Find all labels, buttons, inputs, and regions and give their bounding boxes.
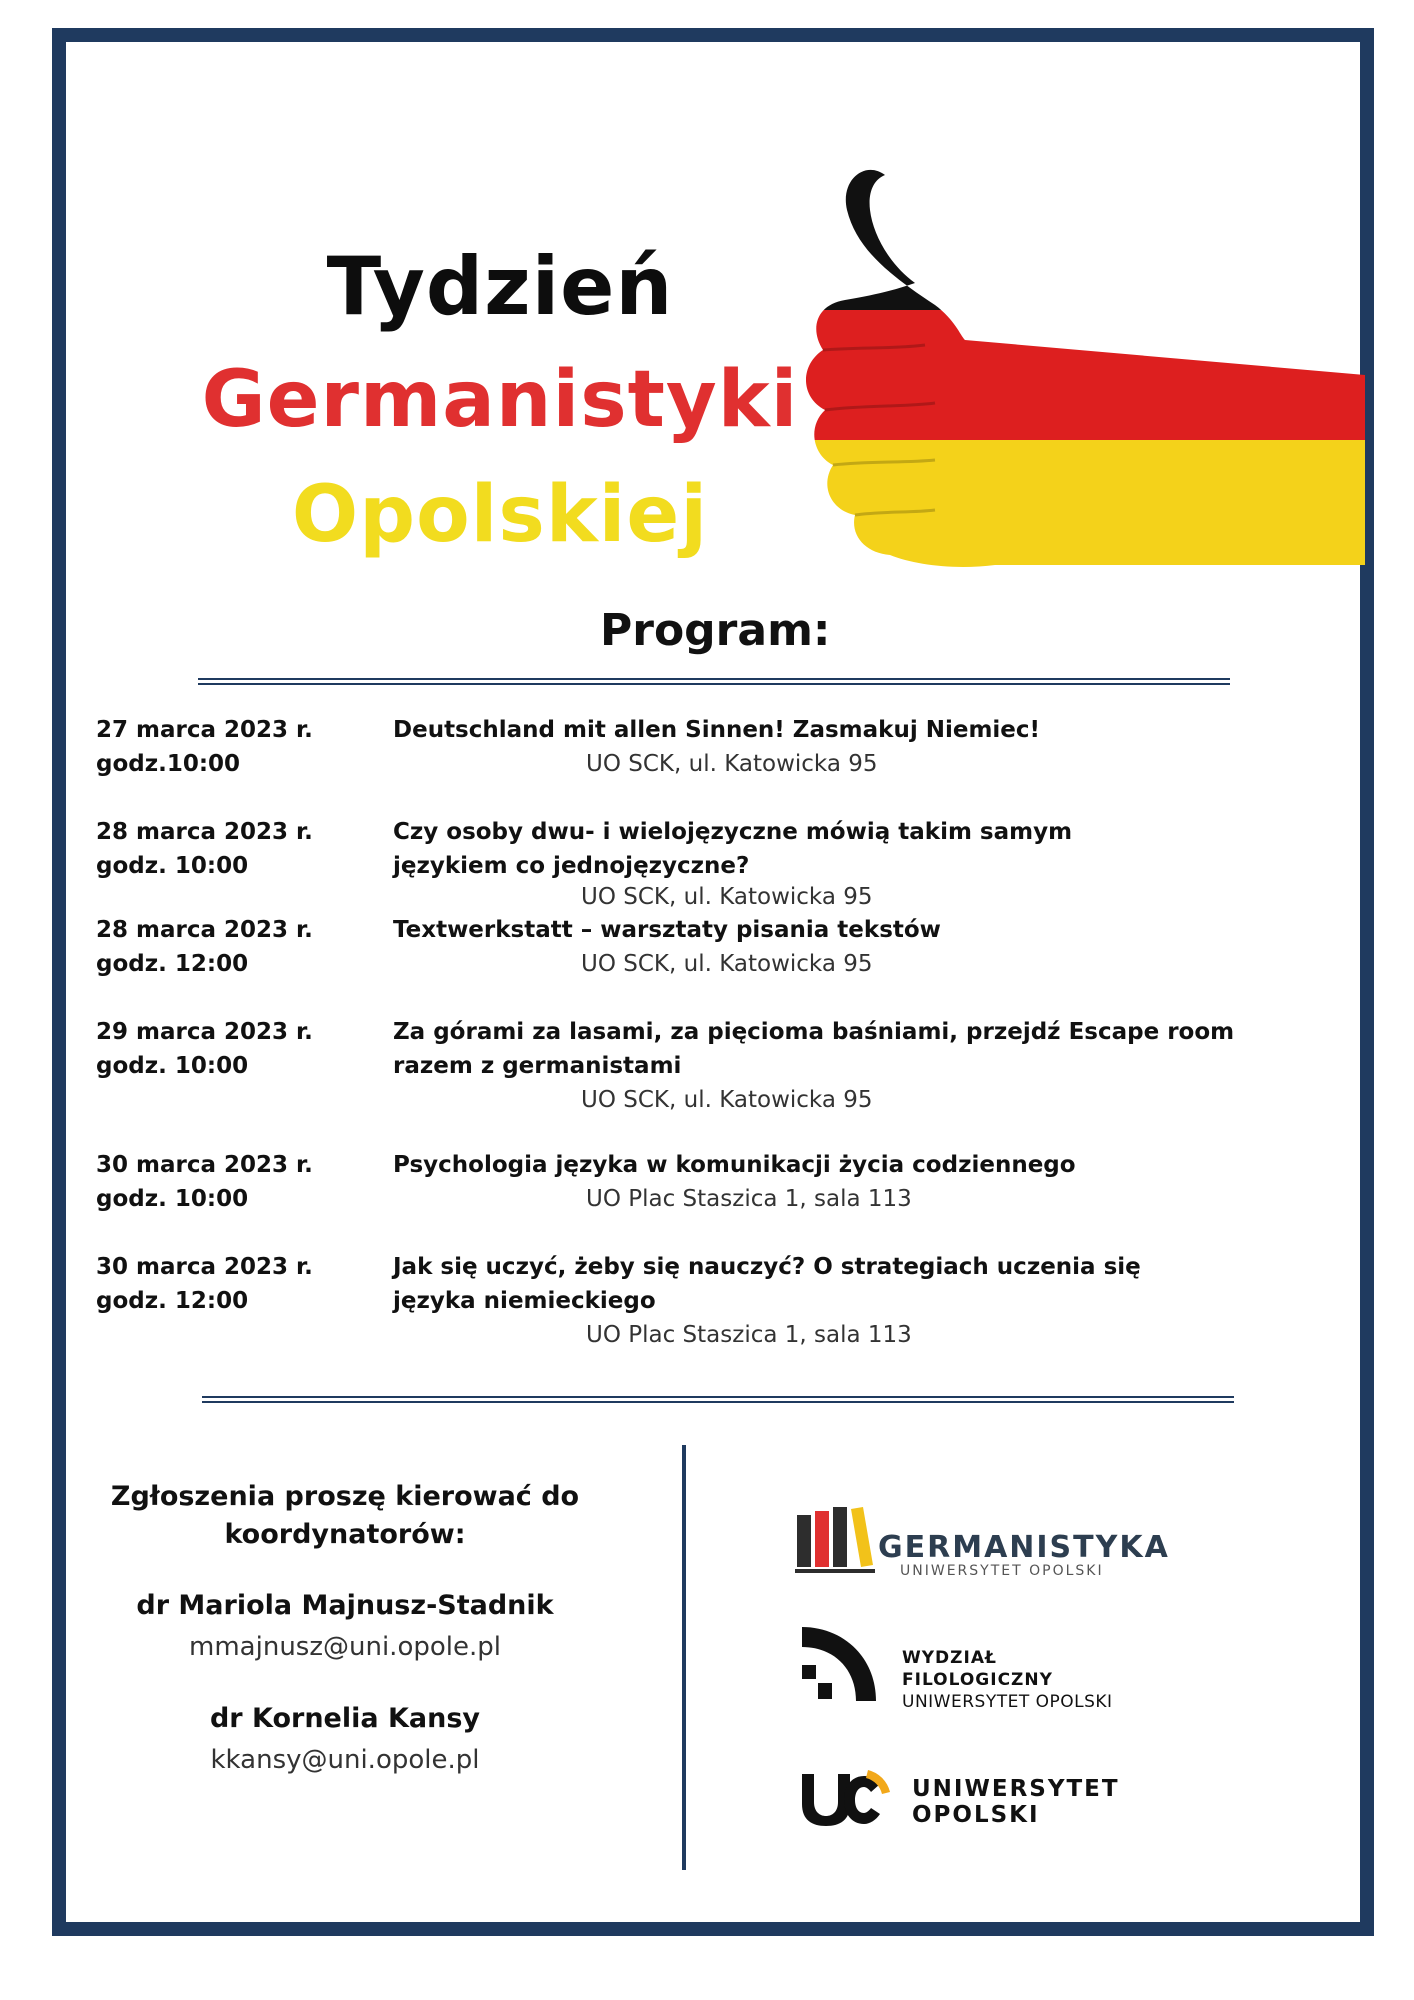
germanistyka-logo-subtext: UNIWERSYTET OPOLSKI	[900, 1563, 1104, 1579]
event-5-date: 30 marca 2023 r.	[96, 1152, 313, 1178]
event-6-venue: UO Plac Staszica 1, sala 113	[586, 1322, 912, 1348]
event-5-time: godz. 10:00	[96, 1186, 249, 1212]
uo-logo-line-2: OPOLSKI	[912, 1802, 1040, 1828]
event-1-title: Deutschland mit allen Sinnen! Zasmakuj Niemiec!	[393, 717, 1041, 743]
contact-heading-line-2: koordynatorów:	[224, 1519, 466, 1550]
divider-top	[198, 678, 1230, 685]
vertical-divider	[682, 1445, 686, 1870]
coordinator-2-name: dr Kornelia Kansy	[209, 1703, 481, 1734]
uo-logo-line-1: UNIWERSYTET	[912, 1776, 1120, 1802]
coordinator-1-email[interactable]: mmajnusz@uni.opole.pl	[189, 1632, 501, 1662]
event-5-venue: UO Plac Staszica 1, sala 113	[586, 1186, 912, 1212]
event-2-venue: UO SCK, ul. Katowicka 95	[581, 884, 873, 910]
divider-bottom	[202, 1396, 1234, 1403]
germanistyka-logo-text: GERMANISTYKA	[878, 1530, 1170, 1565]
event-2-date: 28 marca 2023 r.	[96, 819, 313, 845]
event-3-title: Textwerkstatt – warsztaty pisania tekstów	[393, 917, 941, 943]
title-line-2: Germanistyki	[201, 355, 799, 445]
event-2-title: Czy osoby dwu- i wielojęzyczne mówią takim samym językiem co jednojęzyczne?	[393, 819, 1073, 879]
uo-logo-icon	[798, 1768, 893, 1828]
wydzial-logo-line-2: FILOLOGICZNY	[902, 1670, 1053, 1690]
event-1-venue: UO SCK, ul. Katowicka 95	[586, 751, 878, 777]
event-4-title: Za górami za lasami, za pięcioma baśniami, przejdź Escape room razem z germanistami	[393, 1019, 1235, 1079]
event-2-time: godz. 10:00	[96, 853, 249, 879]
program-heading: Program:	[600, 605, 831, 656]
event-6-time: godz. 12:00	[96, 1288, 249, 1314]
event-1-time: godz.10:00	[96, 751, 241, 777]
event-6-title: Jak się uczyć, żeby się nauczyć? O strategiach uczenia się języka niemieckiego	[393, 1254, 1141, 1314]
wydzial-logo-line-3: UNIWERSYTET OPOLSKI	[902, 1692, 1113, 1712]
event-3-venue: UO SCK, ul. Katowicka 95	[581, 951, 873, 977]
event-4-time: godz. 10:00	[96, 1053, 249, 1079]
title-line-3: Opolskiej	[291, 470, 709, 560]
coordinator-2-email[interactable]: kkansy@uni.opole.pl	[210, 1745, 480, 1775]
wydzial-filologiczny-logo-icon	[798, 1625, 880, 1705]
contact-heading	[90, 1478, 600, 1554]
coordinator-1-name: dr Mariola Majnusz-Stadnik	[136, 1590, 554, 1621]
event-5-title: Psychologia języka w komunikacji życia codziennego	[393, 1152, 1076, 1178]
event-3-time: godz. 12:00	[96, 951, 249, 977]
german-flag-thumbs-up-image	[795, 165, 1365, 575]
title-line-1: Tydzień	[326, 240, 674, 333]
wydzial-logo-line-1: WYDZIAŁ	[902, 1648, 997, 1668]
event-4-venue: UO SCK, ul. Katowicka 95	[581, 1087, 873, 1113]
event-3-date: 28 marca 2023 r.	[96, 917, 313, 943]
event-6-date: 30 marca 2023 r.	[96, 1254, 313, 1280]
event-4-date: 29 marca 2023 r.	[96, 1019, 313, 1045]
contact-heading-line-1: Zgłoszenia proszę kierować do	[110, 1481, 580, 1512]
event-1-date: 27 marca 2023 r.	[96, 717, 313, 743]
germanistyka-logo-icon	[795, 1505, 875, 1577]
